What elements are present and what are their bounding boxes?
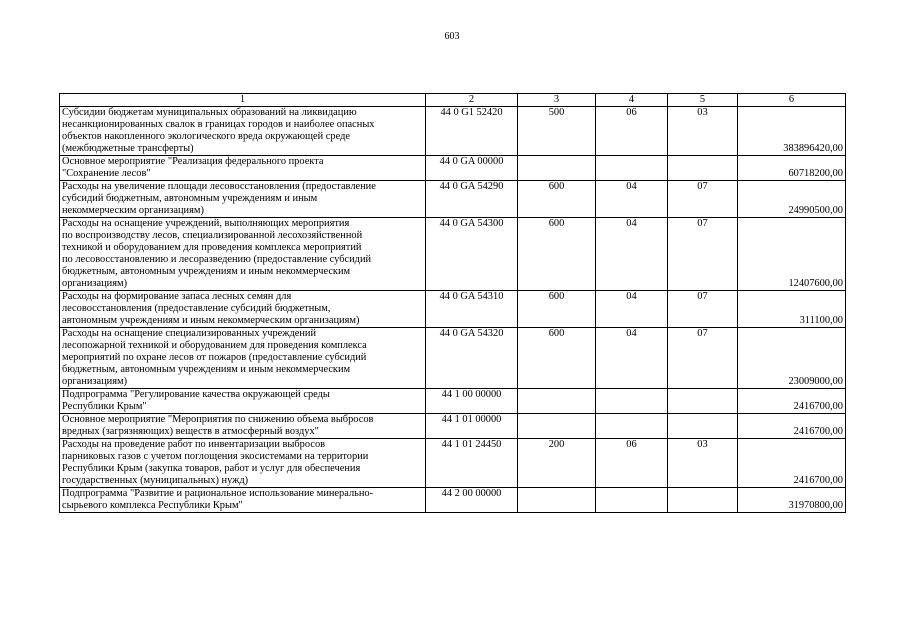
row-section: 04	[596, 291, 668, 328]
row-description: Основное мероприятие "Мероприятия по снижению объема выбросов вредных (загрязняющих) веществ в атмосферный воздух"	[60, 414, 426, 439]
table-row	[60, 414, 846, 439]
row-subsection	[668, 414, 738, 439]
table-body	[60, 107, 846, 513]
row-section	[596, 156, 668, 181]
row-section: 06	[596, 439, 668, 488]
header-cell: 1	[60, 94, 426, 107]
header-cell: 6	[738, 94, 846, 107]
row-subsection	[668, 488, 738, 513]
row-amount: 23009000,00	[738, 328, 846, 389]
table-row	[60, 439, 846, 488]
row-code: 44 1 01 00000	[426, 414, 518, 439]
table-row	[60, 488, 846, 513]
row-amount: 12407600,00	[738, 218, 846, 291]
row-description: Расходы на оснащение специализированных учреждений лесопожарной техникой и оборудованием для проведения комплекса мероприятий по охране лесов от пожаров (предоставление субсидий бюджетным, автономным учреждениям и иным некоммерческим организациям)	[60, 328, 426, 389]
row-subsection: 07	[668, 181, 738, 218]
row-description: Субсидии бюджетам муниципальных образований на ликвидацию несанкционированных свалок в границах городов и наиболее опасных объектов накопленного экологического вреда окружающей среде (межбюджетные трансферты)	[60, 107, 426, 156]
row-expense-type	[518, 389, 596, 414]
header-row	[60, 94, 846, 107]
row-section: 04	[596, 181, 668, 218]
row-code: 44 0 G1 52420	[426, 107, 518, 156]
row-expense-type: 600	[518, 328, 596, 389]
row-amount: 24990500,00	[738, 181, 846, 218]
row-amount: 31970800,00	[738, 488, 846, 513]
row-code: 44 1 00 00000	[426, 389, 518, 414]
row-amount: 383896420,00	[738, 107, 846, 156]
header-cell: 2	[426, 94, 518, 107]
row-section: 04	[596, 218, 668, 291]
row-description: Основное мероприятие "Реализация федерального проекта "Сохранение лесов"	[60, 156, 426, 181]
row-amount: 311100,00	[738, 291, 846, 328]
row-expense-type	[518, 156, 596, 181]
row-expense-type: 600	[518, 218, 596, 291]
table-row	[60, 181, 846, 218]
row-code: 44 2 00 00000	[426, 488, 518, 513]
row-subsection: 03	[668, 107, 738, 156]
table-row	[60, 156, 846, 181]
row-amount: 2416700,00	[738, 439, 846, 488]
row-section	[596, 389, 668, 414]
row-description: Расходы на проведение работ по инвентаризации выбросов парниковых газов с учетом поглощения экосистемами на территории Республики Крым (закупка товаров, работ и услуг для обеспечения государственных (муниципальных) нужд)	[60, 439, 426, 488]
row-subsection: 07	[668, 291, 738, 328]
row-section	[596, 488, 668, 513]
row-description: Расходы на оснащение учреждений, выполняющих мероприятия по воспроизводству лесов, специализированной лесохозяйственной техникой и оборудованием для проведения комплекса мероприятий по лесовосстановлению и лесоразведению (предоставление субсидий бюджетным, автономным учреждениям и иным некоммерческим организациям)	[60, 218, 426, 291]
header-cell: 5	[668, 94, 738, 107]
row-subsection: 03	[668, 439, 738, 488]
row-description: Подпрограмма "Регулирование качества окружающей среды Республики Крым"	[60, 389, 426, 414]
row-section: 04	[596, 328, 668, 389]
row-code: 44 0 GA 54310	[426, 291, 518, 328]
row-section: 06	[596, 107, 668, 156]
row-expense-type	[518, 488, 596, 513]
row-subsection	[668, 389, 738, 414]
table-row	[60, 107, 846, 156]
row-code: 44 0 GA 54290	[426, 181, 518, 218]
row-expense-type: 500	[518, 107, 596, 156]
row-amount: 60718200,00	[738, 156, 846, 181]
row-subsection: 07	[668, 328, 738, 389]
row-description: Расходы на увеличение площади лесовосстановления (предоставление субсидий бюджетным, автономным учреждениям и иным некоммерческим организациям)	[60, 181, 426, 218]
table-row	[60, 389, 846, 414]
budget-table	[59, 93, 846, 513]
row-description: Подпрограмма "Развитие и рациональное использование минерально- сырьевого комплекса Республики Крым"	[60, 488, 426, 513]
row-subsection	[668, 156, 738, 181]
row-section	[596, 414, 668, 439]
header-cell: 3	[518, 94, 596, 107]
table-header	[60, 94, 846, 107]
row-expense-type: 200	[518, 439, 596, 488]
row-code: 44 0 GA 54300	[426, 218, 518, 291]
row-expense-type	[518, 414, 596, 439]
row-code: 44 1 01 24450	[426, 439, 518, 488]
table-row	[60, 328, 846, 389]
row-amount: 2416700,00	[738, 389, 846, 414]
row-description: Расходы на формирование запаса лесных семян для лесовосстановления (предоставление субсидий бюджетным, автономным учреждениям и иным некоммерческим организациям)	[60, 291, 426, 328]
row-code: 44 0 GA 54320	[426, 328, 518, 389]
table-row	[60, 291, 846, 328]
table-row	[60, 218, 846, 291]
row-subsection: 07	[668, 218, 738, 291]
row-expense-type: 600	[518, 181, 596, 218]
row-amount: 2416700,00	[738, 414, 846, 439]
row-code: 44 0 GA 00000	[426, 156, 518, 181]
header-cell: 4	[596, 94, 668, 107]
row-expense-type: 600	[518, 291, 596, 328]
page-number: 603	[444, 31, 460, 42]
